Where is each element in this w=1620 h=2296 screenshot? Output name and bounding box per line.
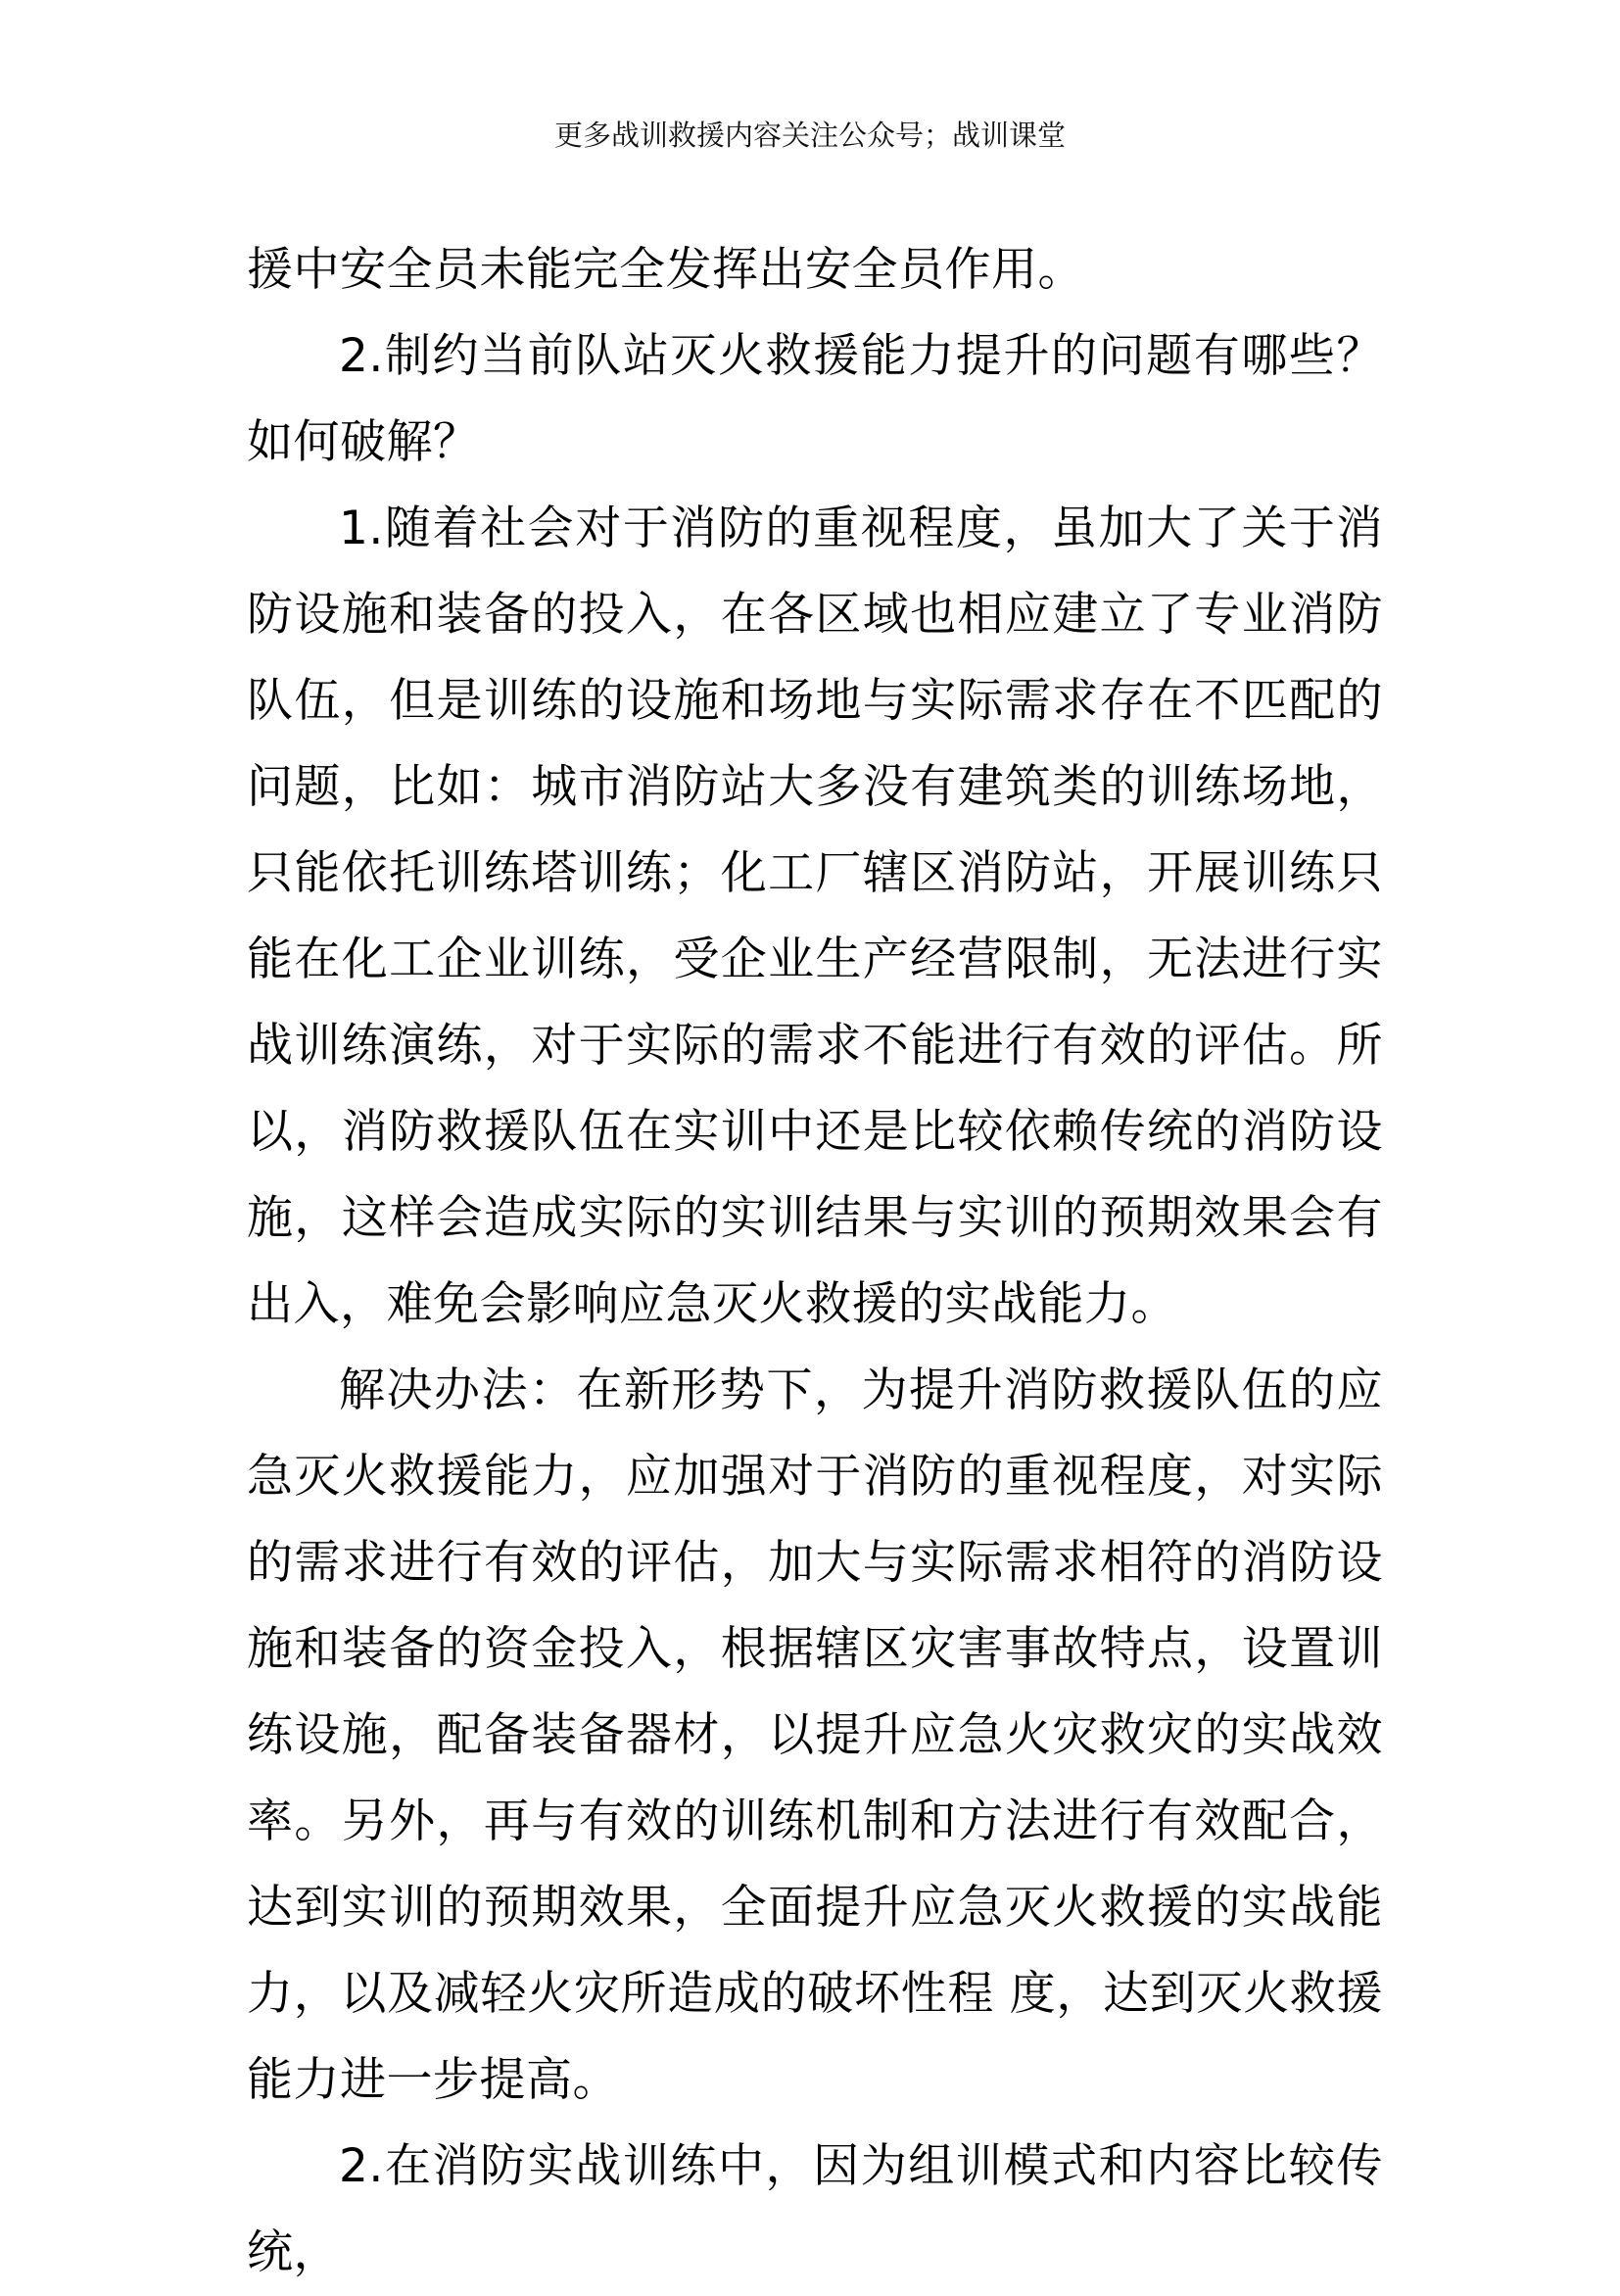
- paragraph-point-2: 2.在消防实战训练中，因为组训模式和内容比较传统，: [247, 2139, 1383, 2279]
- page-header: 更多战训救援内容关注公众号；战训课堂: [553, 119, 1066, 152]
- paragraph-continuation: 援中安全员未能完全发挥出安全员作用。: [247, 243, 1084, 297]
- paragraph-point-1: 1.随着社会对于消防的重视程度，虽加大了关于消防设施和装备的投入，在各区域也相应建立了专业消防队伍，但是训练的设施和场地与实际需求存在不匹配的问题，比如：城市消防站大多没有建筑类的训练场地，只能依托训练塔训练；化工厂辖区消防站，开展训练只能在化工企业训练，受企业生产经营限制，无法进行实战训练演练，对于实际的需求不能进行有效的评估。所以，消防救援队伍在实训中还是比较依赖传统的消防设施，这样会造成实际的实训结果与实训的预期效果会有出入，难免会影响应急灭火救援的实战能力。: [247, 502, 1383, 1331]
- paragraph-solution: 解决办法：在新形势下，为提升消防救援队伍的应急灭火救援能力，应加强对于消防的重视程度，对实际的需求进行有效的评估，加大与实际需求相符的消防设施和装备的资金投入，根据辖区灾害事故特点，设置训练设施，配备装备器材，以提升应急火灾救灾的实战效率。另外，再与有效的训练机制和方法进行有效配合，达到实训的预期效果，全面提升应急灭火救援的实战能力，以及减轻火灾所造成的破坏性程 度，达到灭火救援能力进一步提高。: [247, 1363, 1383, 2107]
- body-text: [247, 227, 1383, 2296]
- paragraph-question-2: 2.制约当前队站灭火救援能力提升的问题有哪些？如何破解？: [247, 329, 1383, 469]
